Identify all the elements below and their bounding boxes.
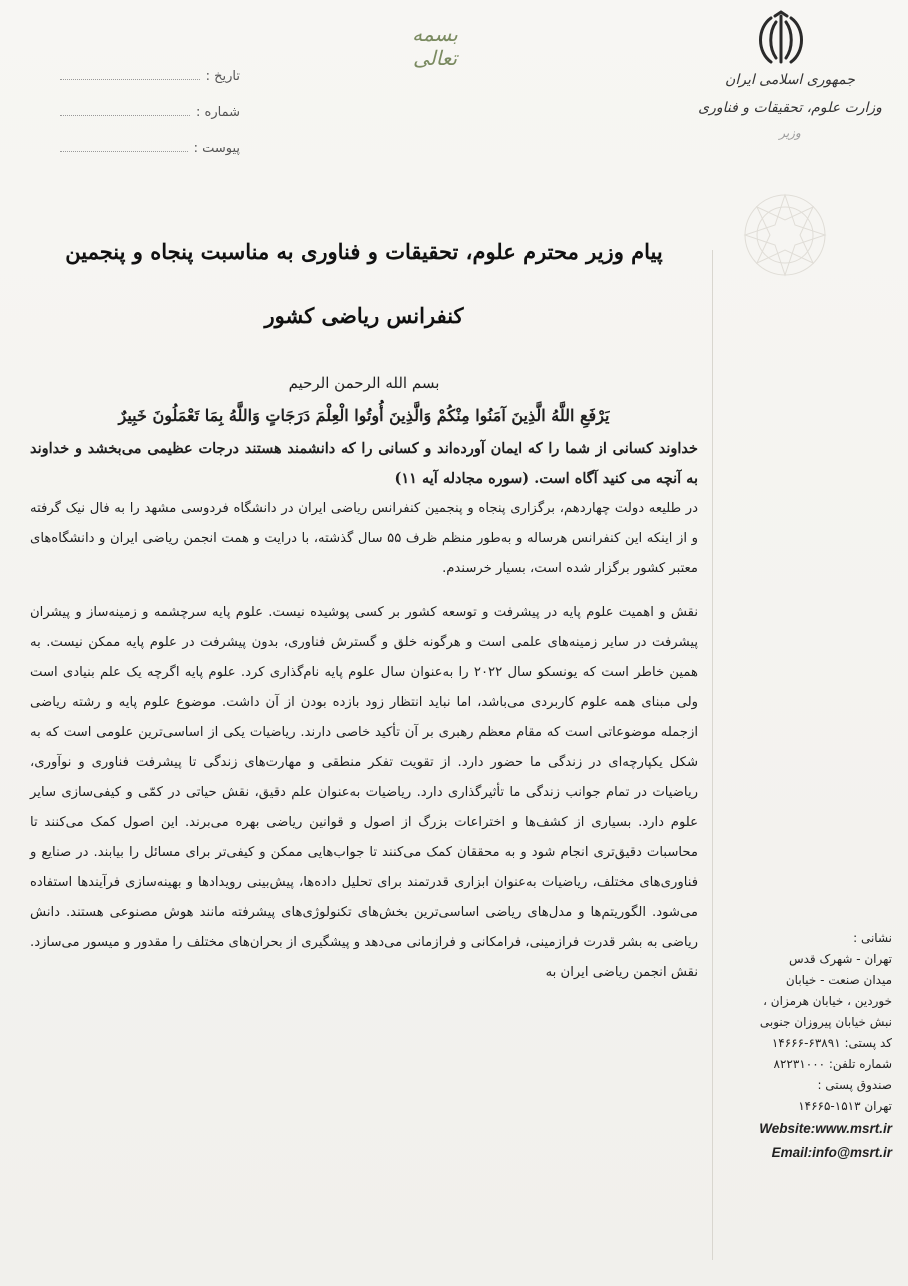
number-field bbox=[20, 84, 240, 120]
date-field bbox=[20, 48, 240, 84]
bismillah: بسم الله الرحمن الرحیم bbox=[288, 374, 440, 392]
decorative-ornament-icon bbox=[730, 180, 840, 290]
address-line: خوردین ، خیابان هرمزان ، bbox=[763, 994, 892, 1008]
postal-code: کد پستی: ۶۳۸۹۱-۱۴۶۶۶ bbox=[771, 1036, 892, 1050]
verse-translation: خداوند کسانی از شما را که ایمان آورده‌اند و کسانی را که دانشمند هستند درجات عظیمی می‌بخشد و خداوند به آنچه می کنید آگاه است. (سوره مجادله آیه ۱۱) bbox=[30, 440, 698, 487]
attachment-label: پیوست : bbox=[193, 141, 240, 156]
iran-emblem-icon bbox=[745, 10, 817, 70]
basmala-calligraphy: بسمه تعالی bbox=[412, 22, 458, 70]
address-line: تهران - شهرک قدس bbox=[788, 952, 892, 966]
letter-title-line-1: پیام وزیر محترم علوم، تحقیقات و فناوری به مناسبت پنجاه و پنجمین bbox=[65, 239, 663, 264]
paragraph-1: در طلیعه دولت چهاردهم، برگزاری پنجاه و پنجمین کنفرانس ریاضی ایران در دانشگاه فردوسی مشهد را به فال نیک گرفته و از اینکه این کنفرانس هرساله و به‌طور منظم ظرف ۵۵ سال گذشته، با درایت و همت انجمن ریاضی ایران و دانشگاه‌های معتبر کشور برگزار شده است، بسیار خرسندم. bbox=[30, 501, 698, 576]
date-label: تاریخ : bbox=[205, 69, 240, 84]
org-ministry: وزارت علوم، تحقیقات و فناوری bbox=[698, 100, 882, 116]
po-box-label: صندوق پستی : bbox=[817, 1078, 892, 1092]
quran-verse: یَرْفَعِ اللَّهُ الَّذِينَ آمَنُوا مِنْكُمْ وَالَّذِينَ أُوتُوا الْعِلْمَ دَرَجَاتٍ وَاللَّهُ بِمَا تَعْمَلُونَ خَبِيرٌ bbox=[118, 406, 610, 425]
phone-number: شماره تلفن: ۸۲۲۳۱۰۰۰ bbox=[773, 1057, 892, 1071]
number-line bbox=[60, 115, 190, 116]
org-country: جمهوری اسلامی ایران bbox=[725, 72, 855, 88]
attachment-field bbox=[20, 120, 240, 156]
organization-block bbox=[690, 72, 890, 140]
address-line: میدان صنعت - خیابان bbox=[785, 973, 892, 987]
attachment-line bbox=[60, 151, 188, 152]
address-label: نشانی : bbox=[853, 931, 892, 945]
po-box: تهران ۱۵۱۳-۱۴۶۶۵ bbox=[798, 1099, 892, 1113]
paragraph-2: نقش و اهمیت علوم پایه در پیشرفت و توسعه کشور بر کسی پوشیده نیست. علوم پایه سرچشمه و زمینه‌ساز و پیشران پیشرفت در سایر زمینه‌های علمی است و هرگونه خلق و گسترش فناوری، بدون پیشرفت در علوم پایه ممکن نیست. به همین خاطر است که یونسکو سال ۲۰۲۲ را به‌عنوان سال علوم پایه نام‌گذاری کرد. علوم پایه اگرچه یک علم بنیادی است ولی مبنای همه علوم کاربردی می‌باشد، اما نباید انتظار زود بازده بودن از آن داشت. موضوع علوم پایه و رشته ریاضی ازجمله موضوعاتی است که مقام معظم رهبری بر آن تأکید خاصی دارند. ریاضیات یکی از اساسی‌ترین علومی است که به شکل یکپارچه‌ای در زندگی ما حضور دارد. از تقویت تفکر منطقی و مهارت‌های زندگی تا پیشرفت فناوری و نوآوری، ریاضیات در تمام جوانب زندگی ما تأثیرگذاری دارد. ریاضیات به‌عنوان علم دقیق، نقش حیاتی در کمّی و کیفی‌سازی سایر علوم دارد. بسیاری از کشف‌ها و اختراعات بزرگ از اصول و قوانین ریاضی بهره می‌برند. این اصول کمک می‌کنند تا محاسبات دقیق‌تری انجام شود و به محققان کمک می‌کنند تا جواب‌هایی ممکن و کیفی‌تر برای مسائل را بیابند. در صنایع و فناوری‌های مختلف، ریاضیات به‌عنوان ابزاری قدرتمند برای تحلیل داده‌ها، پیش‌بینی رویدادها و بهینه‌سازی فرآیندها استفاده می‌شود. الگوریتم‌ها و مدل‌های ریاضی اساسی‌ترین بخش‌های تکنولوژی‌های پیشرفته مانند هوش مصنوعی هستند. دانش ریاضی به بشر قدرت فرازمینی، فرامکانی و فرازمانی می‌دهد و پیشگیری از بحران‌های مختلف را مقدور و میسور می‌سازد. نقش انجمن ریاضی ایران به bbox=[30, 605, 698, 980]
address-line: نبش خیابان پیروزان جنوبی bbox=[759, 1015, 892, 1029]
email-text: Email:info@msrt.ir bbox=[771, 1145, 892, 1160]
date-line bbox=[60, 79, 200, 80]
letter-meta-fields bbox=[20, 48, 240, 156]
address-block bbox=[722, 928, 892, 1165]
letter-body bbox=[30, 220, 698, 1001]
org-minister: وزیر bbox=[779, 126, 801, 140]
margin-divider bbox=[712, 250, 713, 1260]
number-label: شماره : bbox=[196, 105, 240, 120]
letter-title-line-2: کنفرانس ریاضی کشور bbox=[264, 303, 464, 328]
website-text: Website:www.msrt.ir bbox=[759, 1121, 892, 1136]
